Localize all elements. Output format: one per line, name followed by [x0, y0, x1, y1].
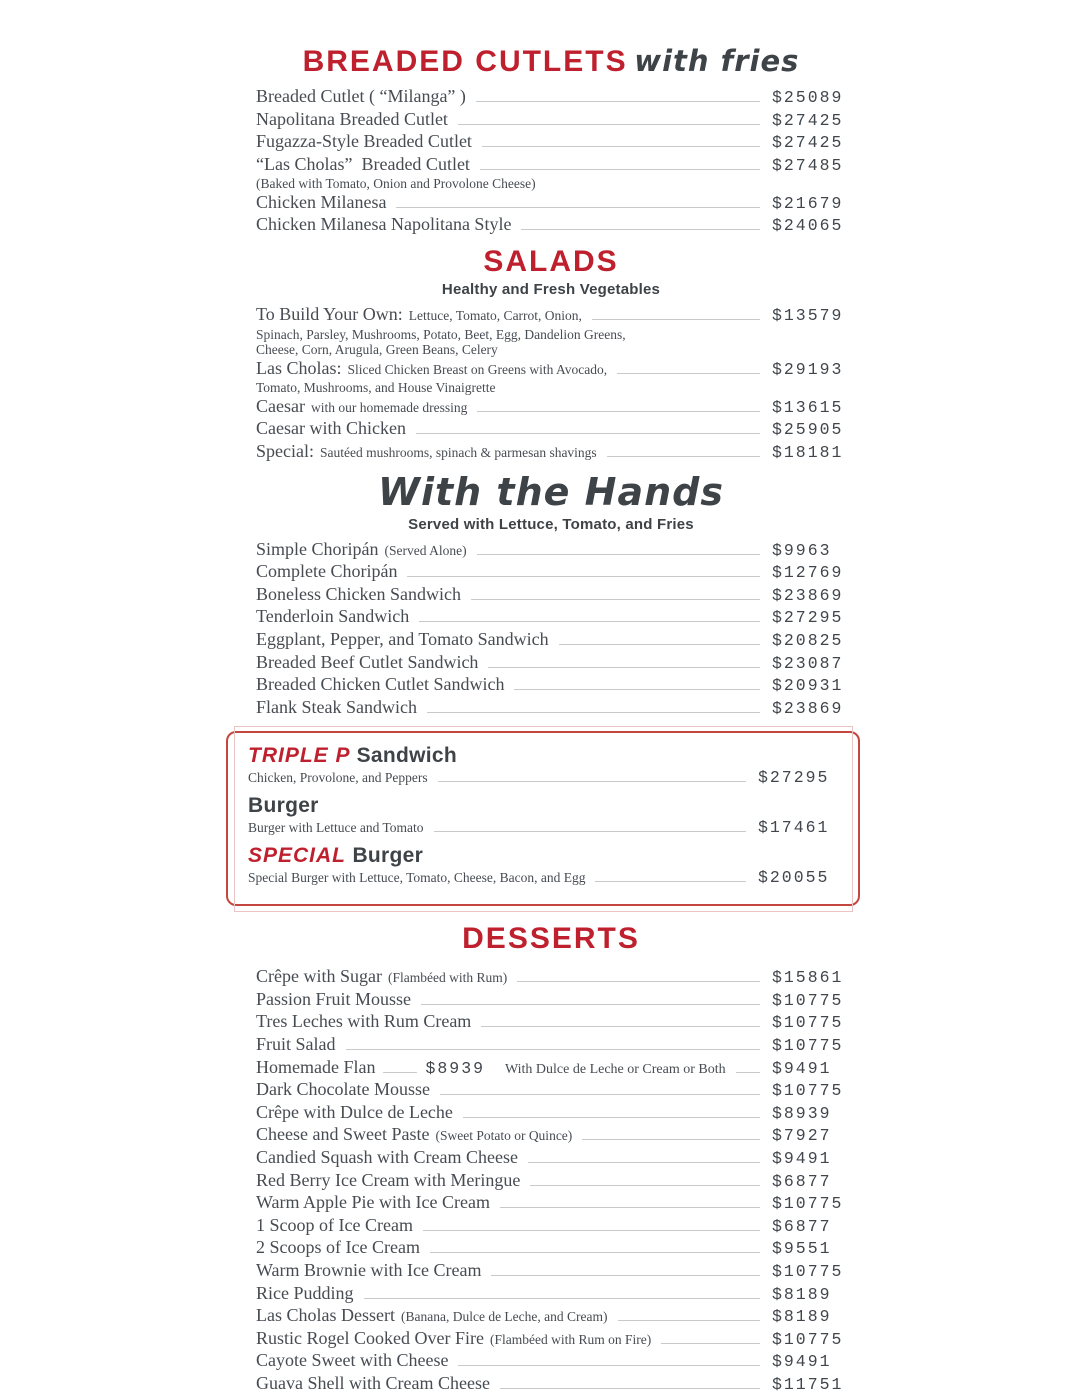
- leader-line: [736, 1072, 760, 1073]
- menu-item-row: [256, 606, 846, 629]
- leader-line: [416, 433, 760, 434]
- item-price: $10775: [772, 1013, 844, 1033]
- item-desc: Special Burger with Lettuce, Tomato, Cheese, Bacon, and Egg: [248, 870, 586, 886]
- leader-line: [383, 1072, 417, 1073]
- menu-item-row: [256, 1350, 846, 1373]
- item-price: $9551: [772, 1239, 832, 1259]
- item-price: $23869: [772, 585, 844, 605]
- special-item: [248, 844, 832, 886]
- item-price: $6877: [772, 1171, 832, 1191]
- leader-line: [476, 101, 760, 102]
- leader-line: [440, 1094, 760, 1095]
- special-highlight: SPECIAL: [248, 844, 353, 868]
- leader-line: [559, 644, 760, 645]
- leader-line: [517, 981, 760, 982]
- item-name: To Build Your Own:: [256, 304, 403, 325]
- item-name: Crêpe with Dulce de Leche: [256, 1101, 453, 1122]
- item-price: $8189: [772, 1284, 832, 1304]
- item-subline: (Baked with Tomato, Onion and Provolone Cheese): [256, 176, 536, 192]
- item-desc: Lettuce, Tomato, Carrot, Onion,: [408, 308, 582, 324]
- leader-line: [514, 689, 760, 690]
- menu-item-row: [256, 584, 846, 607]
- item-price: $20825: [772, 630, 844, 650]
- menu-item-row: [256, 1283, 846, 1306]
- special-title: [248, 844, 832, 868]
- item-name: Las Cholas:: [256, 357, 342, 378]
- item-price: $18181: [772, 442, 844, 462]
- special-item: [248, 794, 832, 836]
- leader-line: [477, 554, 760, 555]
- item-price: $10775: [772, 1036, 844, 1056]
- item-name: Cayote Sweet with Cheese: [256, 1350, 449, 1371]
- special-title-text: Burger: [248, 794, 319, 818]
- item-name: Red Berry Ice Cream with Meringue: [256, 1169, 521, 1190]
- menu-section-breaded-cutlets: [256, 44, 846, 237]
- item-name: Chicken Milanesa Napolitana Style: [256, 214, 512, 235]
- item-cont-line: Spinach, Parsley, Mushrooms, Potato, Beet, Egg, Dandelion Greens,: [256, 326, 626, 342]
- menu-item-row: [256, 1215, 846, 1238]
- leader-line: [528, 1162, 760, 1163]
- specials-box: [226, 731, 860, 906]
- item-price: $9963: [772, 540, 832, 560]
- menu-item-row: [256, 396, 846, 419]
- item-name: Passion Fruit Mousse: [256, 988, 412, 1009]
- item-price: $6877: [772, 1216, 832, 1236]
- menu-item-row: [256, 561, 846, 584]
- item-name: Complete Choripán: [256, 561, 398, 582]
- item-price: $12769: [772, 563, 844, 583]
- leader-line: [582, 1139, 760, 1140]
- leader-line: [595, 881, 746, 882]
- leader-line: [521, 229, 760, 230]
- menu-section-desserts: [256, 922, 846, 1395]
- item-price: $27295: [772, 608, 844, 628]
- item-price: $13615: [772, 397, 844, 417]
- item-name: Las Cholas Dessert: [256, 1305, 395, 1326]
- item-name: Fugazza-Style Breaded Cutlet: [256, 131, 472, 152]
- menu-item-row: [256, 214, 846, 237]
- leader-line: [471, 599, 760, 600]
- menu-item-row: [256, 697, 846, 720]
- menu-item-row: [256, 1192, 846, 1215]
- leader-line: [419, 621, 760, 622]
- heading-script-text: with fries: [634, 44, 800, 78]
- item-price: $23869: [772, 698, 844, 718]
- section-subtitle: Healthy and Fresh Vegetables: [441, 281, 661, 299]
- item-name: “Las Cholas” Breaded Cutlet: [256, 153, 470, 174]
- menu-item-row: [248, 768, 832, 786]
- item-name: Dark Chocolate Mousse: [256, 1079, 430, 1100]
- item-price: $8189: [772, 1307, 832, 1327]
- leader-line: [463, 1117, 760, 1118]
- item-price: $27425: [772, 110, 844, 130]
- menu-item-row: [256, 1057, 846, 1080]
- item-desc: with our homemade dressing: [310, 399, 468, 415]
- item-desc: Burger with Lettuce and Tomato: [248, 820, 424, 836]
- menu-item-row: [256, 652, 846, 675]
- menu-item-row: [256, 441, 846, 464]
- item-name: Tenderloin Sandwich: [256, 606, 410, 627]
- item-price: $10775: [772, 1194, 844, 1214]
- menu-item-row: [256, 418, 846, 441]
- item-name: Eggplant, Pepper, and Tomato Sandwich: [256, 628, 549, 649]
- leader-line: [423, 1230, 760, 1231]
- leader-line: [481, 1026, 760, 1027]
- menu-page: [248, 0, 846, 1396]
- menu-item-row: [256, 1170, 846, 1193]
- menu-section-with-the-hands: [256, 470, 846, 720]
- leader-line: [500, 1207, 760, 1208]
- item-name: Rustic Rogel Cooked Over Fire: [256, 1327, 484, 1348]
- menu-item-row: [256, 1305, 846, 1328]
- item-price: $20931: [772, 676, 844, 696]
- menu-item-row: [248, 868, 832, 886]
- leader-line: [480, 169, 760, 170]
- item-name: Candied Squash with Cream Cheese: [256, 1147, 518, 1168]
- item-name: Special:: [256, 440, 314, 461]
- menu-item-row: [256, 629, 846, 652]
- special-title-text: Sandwich: [356, 744, 457, 768]
- special-title: [248, 744, 832, 768]
- item-name: Breaded Cutlet ( “Milanga” ): [256, 86, 466, 106]
- leader-line: [592, 319, 760, 320]
- item-desc: (Sweet Potato or Quince): [435, 1128, 573, 1144]
- item-name: Cheese and Sweet Paste: [256, 1124, 430, 1145]
- leader-line: [617, 373, 760, 374]
- item-cont-line: Cheese, Corn, Arugula, Green Beans, Celery: [256, 342, 498, 358]
- item-name: Warm Apple Pie with Ice Cream: [256, 1192, 490, 1213]
- leader-line: [491, 1275, 760, 1276]
- menu-item-row: [256, 358, 846, 381]
- leader-line: [434, 831, 746, 832]
- menu-item-row: [256, 1102, 846, 1125]
- leader-line: [488, 667, 760, 668]
- item-price: $20055: [758, 868, 830, 888]
- leader-line: [364, 1298, 761, 1299]
- item-price: $23087: [772, 653, 844, 673]
- leader-line: [396, 207, 760, 208]
- menu-item-row: [256, 1237, 846, 1260]
- item-name: Boneless Chicken Sandwich: [256, 583, 461, 604]
- item-price: $24065: [772, 216, 844, 236]
- item-cont-line: Tomato, Mushrooms, and House Vinaigrette: [256, 380, 496, 396]
- heading-caps-text: DESSERTS: [462, 922, 640, 956]
- item-price: $9491: [772, 1352, 832, 1372]
- menu-item-row: [256, 989, 846, 1012]
- item-price: $7927: [772, 1126, 832, 1146]
- menu-item-row: [256, 966, 846, 989]
- item-price: $10775: [772, 1329, 844, 1349]
- item-desc: Chicken, Provolone, and Peppers: [248, 770, 428, 786]
- item-name: Crêpe with Sugar: [256, 966, 382, 987]
- item-price: $27295: [758, 768, 830, 788]
- leader-line: [421, 1004, 760, 1005]
- item-name: Fruit Salad: [256, 1034, 336, 1055]
- item-desc: (Banana, Dulce de Leche, and Cream): [400, 1309, 608, 1325]
- leader-line: [458, 1365, 760, 1366]
- menu-item-row: [248, 818, 832, 836]
- item-price: $25905: [772, 420, 844, 440]
- item-price: $11751: [772, 1374, 844, 1394]
- menu-item-row: [256, 539, 846, 562]
- item-price: $8939: [772, 1103, 832, 1123]
- item-name: Flank Steak Sandwich: [256, 696, 417, 717]
- heading-script-text: With the Hands: [378, 469, 724, 514]
- menu-item-row: [256, 1328, 846, 1351]
- menu-item-row: [256, 1011, 846, 1034]
- item-price: $10775: [772, 990, 844, 1010]
- leader-line: [607, 456, 760, 457]
- menu-item-row: [256, 109, 846, 132]
- section-heading: [256, 245, 846, 279]
- item-price: $21679: [772, 193, 844, 213]
- leader-line: [438, 781, 746, 782]
- item-price: $29193: [772, 359, 844, 379]
- menu-item-row: [256, 192, 846, 215]
- menu-item-row: [256, 674, 846, 697]
- item-price-first: $8939: [425, 1058, 485, 1078]
- special-item: [248, 744, 832, 786]
- item-name: Napolitana Breaded Cutlet: [256, 108, 448, 129]
- item-price: $10775: [772, 1081, 844, 1101]
- menu-item-row: [256, 1079, 846, 1102]
- menu-item-row: [256, 1124, 846, 1147]
- leader-line: [530, 1185, 760, 1186]
- section-heading: [256, 44, 846, 79]
- heading-caps-text: BREADED CUTLETS: [302, 45, 628, 78]
- leader-line: [346, 1049, 761, 1050]
- menu-item-row: [256, 1373, 846, 1396]
- special-highlight: TRIPLE P: [248, 744, 357, 768]
- menu-item-row: [256, 1260, 846, 1283]
- section-subtitle: Served with Lettuce, Tomato, and Fries: [408, 515, 694, 533]
- leader-line: [661, 1343, 760, 1344]
- item-name: 2 Scoops of Ice Cream: [256, 1237, 420, 1258]
- item-mid-note: With Dulce de Leche or Cream or Both: [505, 1061, 726, 1077]
- item-price: $10775: [772, 1262, 844, 1281]
- item-desc: (Flambéed with Rum on Fire): [489, 1331, 652, 1347]
- item-price: $13579: [772, 306, 844, 326]
- leader-line: [500, 1388, 760, 1389]
- menu-item-row: [256, 304, 846, 327]
- leader-line: [407, 576, 760, 577]
- item-price: $9491: [772, 1058, 832, 1078]
- item-name: Chicken Milanesa: [256, 191, 387, 212]
- item-name: Breaded Chicken Cutlet Sandwich: [256, 674, 505, 695]
- item-name: Warm Brownie with Ice Cream: [256, 1260, 482, 1280]
- special-title: [248, 794, 832, 818]
- item-desc: Sliced Chicken Breast on Greens with Avocado,: [347, 361, 608, 377]
- menu-item-row: [256, 1034, 846, 1057]
- item-name: Homemade Flan: [256, 1056, 376, 1077]
- item-price: $27425: [772, 133, 844, 153]
- item-name: Caesar: [256, 395, 305, 416]
- leader-line: [477, 411, 760, 412]
- item-desc: Sautéed mushrooms, spinach & parmesan shavings: [319, 444, 597, 460]
- leader-line: [618, 1320, 760, 1321]
- leader-line: [458, 124, 760, 125]
- item-name: Caesar with Chicken: [256, 418, 406, 439]
- item-price: $17461: [758, 818, 830, 838]
- item-name: 1 Scoop of Ice Cream: [256, 1214, 413, 1235]
- menu-item-row: [256, 1147, 846, 1170]
- item-name: Breaded Beef Cutlet Sandwich: [256, 651, 479, 672]
- special-title-text: Burger: [352, 844, 424, 868]
- section-heading: [256, 922, 846, 956]
- item-name: Rice Pudding: [256, 1282, 354, 1303]
- heading-caps-text: SALADS: [483, 245, 619, 279]
- item-price: $25089: [772, 88, 844, 107]
- leader-line: [427, 712, 760, 713]
- menu-item-row: [256, 86, 846, 109]
- leader-line: [482, 146, 760, 147]
- item-price: $15861: [772, 968, 844, 988]
- item-name: Simple Choripán: [256, 538, 379, 559]
- item-name: Guava Shell with Cream Cheese: [256, 1372, 490, 1393]
- menu-item-row: [256, 154, 846, 177]
- menu-section-salads: [256, 245, 846, 463]
- item-desc: (Flambéed with Rum): [387, 970, 508, 986]
- menu-item-row: [256, 131, 846, 154]
- item-price: $27485: [772, 155, 844, 175]
- item-desc: (Served Alone): [384, 542, 467, 558]
- item-price: $9491: [772, 1149, 832, 1169]
- section-heading: [256, 470, 846, 514]
- item-name: Tres Leches with Rum Cream: [256, 1011, 472, 1032]
- leader-line: [430, 1252, 760, 1253]
